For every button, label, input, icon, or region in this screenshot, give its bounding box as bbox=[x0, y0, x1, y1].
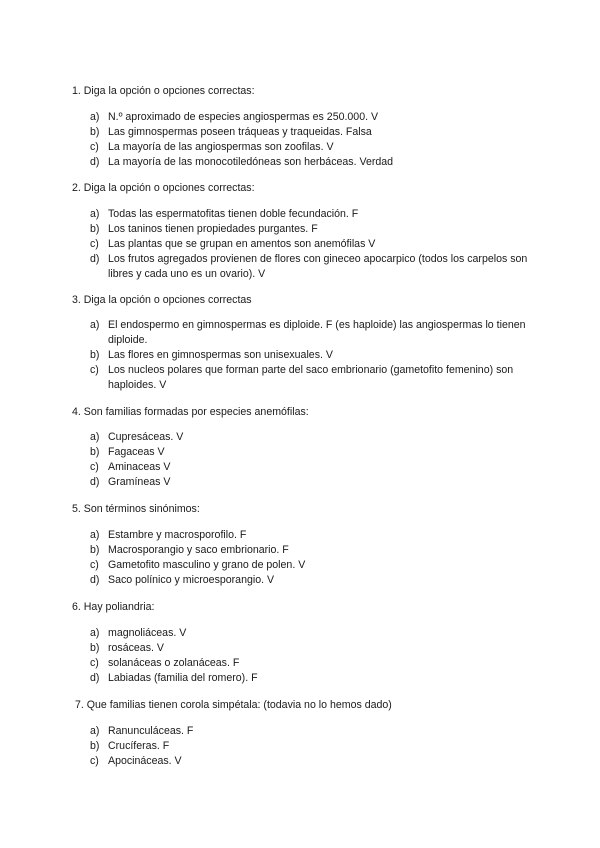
question-2-options bbox=[90, 207, 540, 282]
option-text: La mayoría de las angiospermas son zoofilas. V bbox=[108, 141, 334, 153]
option-letter: b) bbox=[90, 349, 100, 361]
option-text: Gametofito masculino y grano de polen. V bbox=[108, 559, 306, 571]
option-item bbox=[90, 222, 540, 237]
question-4-heading: 4. Son familias formadas por especies anemófilas: bbox=[72, 406, 309, 418]
option-text: Los frutos agregados provienen de flores con gineceo apocarpico (todos los carpelos son libres y cada uno es un ovario). V bbox=[108, 253, 528, 280]
option-letter: d) bbox=[90, 253, 100, 265]
option-item bbox=[90, 671, 540, 686]
question-6-options bbox=[90, 626, 540, 686]
option-item bbox=[90, 445, 540, 460]
option-letter: d) bbox=[90, 574, 100, 586]
option-text: El endospermo en gimnospermas es diploide. F (es haploide) las angiospermas lo tienen diploide. bbox=[108, 319, 526, 346]
option-text: solanáceas o zolanáceas. F bbox=[108, 657, 240, 669]
option-text: Apocináceas. V bbox=[108, 755, 182, 767]
question-5-heading: 5. Son términos sinónimos: bbox=[72, 503, 200, 515]
option-letter: a) bbox=[90, 319, 100, 331]
option-item bbox=[90, 207, 540, 222]
option-item bbox=[90, 754, 540, 769]
option-letter: c) bbox=[90, 755, 99, 767]
option-item bbox=[90, 460, 540, 475]
option-item bbox=[90, 237, 540, 252]
option-item bbox=[90, 140, 540, 155]
question-7-options bbox=[90, 724, 540, 769]
option-letter: d) bbox=[90, 672, 100, 684]
option-text: Los nucleos polares que forman parte del saco embrionario (gametofito femenino) son haploides. V bbox=[108, 364, 514, 391]
question-6-heading: 6. Hay poliandria: bbox=[72, 601, 155, 613]
option-letter: b) bbox=[90, 126, 100, 138]
option-letter: a) bbox=[90, 208, 100, 220]
option-text: Labiadas (familia del romero). F bbox=[108, 672, 258, 684]
option-letter: d) bbox=[90, 476, 100, 488]
option-item bbox=[90, 641, 540, 656]
option-letter: c) bbox=[90, 559, 99, 571]
option-item bbox=[90, 626, 540, 641]
question-1-options bbox=[90, 110, 540, 170]
option-letter: c) bbox=[90, 657, 99, 669]
option-item bbox=[90, 543, 540, 558]
option-text: Todas las espermatofitas tienen doble fecundación. F bbox=[108, 208, 359, 220]
option-text: magnoliáceas. V bbox=[108, 627, 187, 639]
option-text: Crucíferas. F bbox=[108, 740, 170, 752]
option-item bbox=[90, 363, 540, 393]
option-item bbox=[90, 739, 540, 754]
question-4-options bbox=[90, 430, 540, 490]
option-text: rosáceas. V bbox=[108, 642, 164, 654]
option-item bbox=[90, 252, 540, 282]
question-5-options bbox=[90, 528, 540, 588]
option-letter: c) bbox=[90, 238, 99, 250]
option-text: Fagaceas V bbox=[108, 446, 165, 458]
option-item bbox=[90, 125, 540, 140]
option-text: Gramíneas V bbox=[108, 476, 171, 488]
option-letter: c) bbox=[90, 141, 99, 153]
option-letter: b) bbox=[90, 544, 100, 556]
option-text: Estambre y macrosporofilo. F bbox=[108, 529, 247, 541]
option-letter: b) bbox=[90, 642, 100, 654]
option-text: Las plantas que se grupan en amentos son anemófilas V bbox=[108, 238, 376, 250]
option-item bbox=[90, 348, 540, 363]
option-letter: a) bbox=[90, 111, 100, 123]
option-item bbox=[90, 475, 540, 490]
option-letter: a) bbox=[90, 725, 100, 737]
option-item bbox=[90, 573, 540, 588]
option-text: Macrosporangio y saco embrionario. F bbox=[108, 544, 289, 556]
option-item bbox=[90, 430, 540, 445]
option-letter: d) bbox=[90, 156, 100, 168]
option-text: Ranunculáceas. F bbox=[108, 725, 194, 737]
question-1-heading: 1. Diga la opción o opciones correctas: bbox=[72, 85, 255, 97]
option-text: Los taninos tienen propiedades purgantes. F bbox=[108, 223, 318, 235]
option-letter: a) bbox=[90, 627, 100, 639]
option-item bbox=[90, 656, 540, 671]
option-letter: c) bbox=[90, 364, 99, 376]
option-letter: c) bbox=[90, 461, 99, 473]
option-item bbox=[90, 528, 540, 543]
option-text: Las gimnospermas poseen tráqueas y traqueidas. Falsa bbox=[108, 126, 372, 138]
option-item bbox=[90, 155, 540, 170]
option-item bbox=[90, 318, 540, 348]
option-item bbox=[90, 558, 540, 573]
option-text: Las flores en gimnospermas son unisexuales. V bbox=[108, 349, 333, 361]
option-text: Cupresáceas. V bbox=[108, 431, 184, 443]
option-letter: b) bbox=[90, 446, 100, 458]
option-letter: a) bbox=[90, 529, 100, 541]
option-letter: b) bbox=[90, 223, 100, 235]
option-letter: b) bbox=[90, 740, 100, 752]
question-3-options bbox=[90, 318, 540, 393]
option-text: Aminaceas V bbox=[108, 461, 171, 473]
option-text: N.º aproximado de especies angiospermas es 250.000. V bbox=[108, 111, 379, 123]
option-item bbox=[90, 724, 540, 739]
option-item bbox=[90, 110, 540, 125]
option-text: La mayoría de las monocotiledóneas son herbáceas. Verdad bbox=[108, 156, 394, 168]
option-text: Saco polínico y microesporangio. V bbox=[108, 574, 275, 586]
option-letter: a) bbox=[90, 431, 100, 443]
question-3-heading: 3. Diga la opción o opciones correctas bbox=[72, 294, 252, 306]
question-2-heading: 2. Diga la opción o opciones correctas: bbox=[72, 182, 255, 194]
question-7-heading: 7. Que familias tienen corola simpétala: (todavia no lo hemos dado) bbox=[75, 699, 392, 711]
